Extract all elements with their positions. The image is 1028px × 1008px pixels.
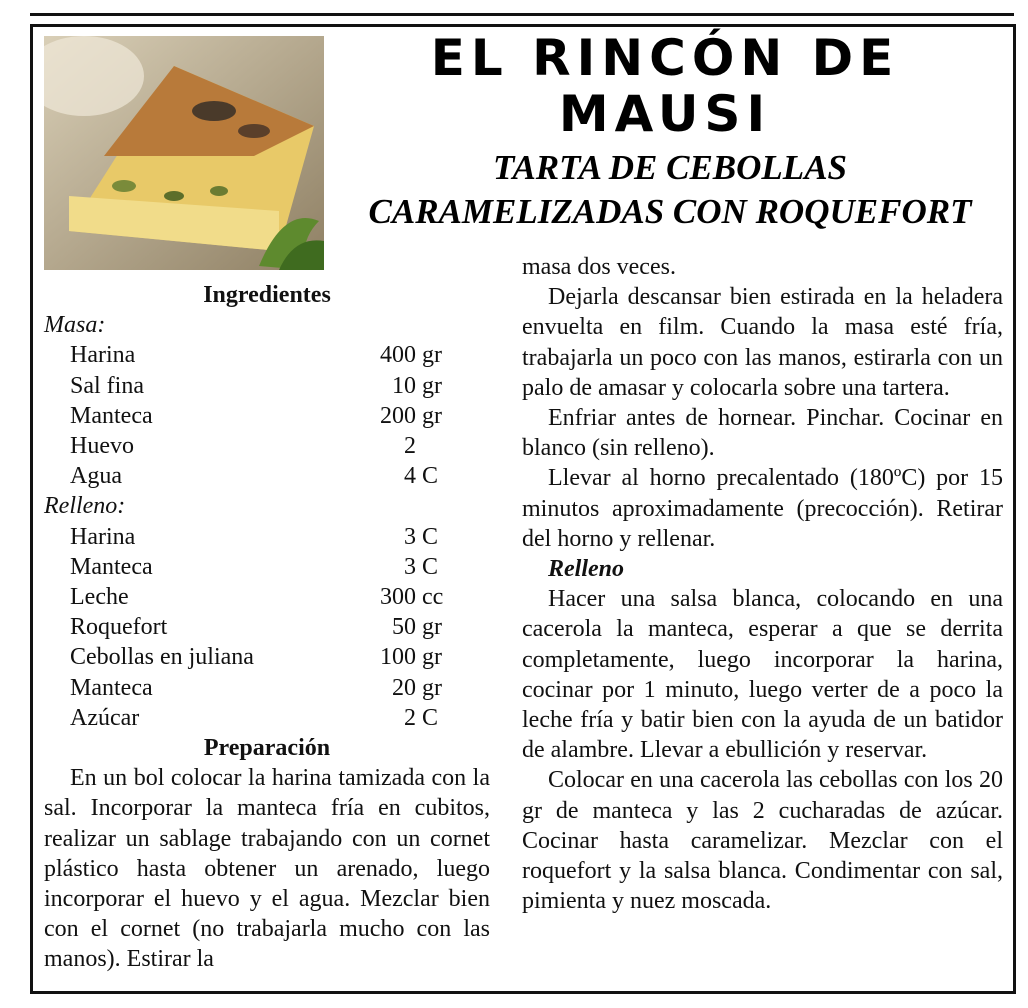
ingredient-amount: 2 — [404, 433, 416, 460]
ingredient-row — [44, 642, 490, 672]
ingredient-row — [44, 703, 490, 733]
preparation-paragraph: Llevar al horno precalentado (180ºC) por 15 minutos aproximadamente (precocción). Retirar del horno y rellenar. — [522, 465, 1003, 552]
ingredient-unit: gr — [422, 614, 442, 641]
masa-list — [44, 340, 490, 491]
ingredient-qty — [346, 371, 466, 401]
ingredient-row — [44, 673, 490, 703]
ingredient-row — [44, 522, 490, 552]
column-brand — [400, 30, 930, 142]
ingredient-unit — [416, 431, 422, 461]
ingredient-amount: 3 — [404, 523, 416, 550]
ingredient-name: Harina — [70, 523, 136, 550]
ingredient-row — [44, 340, 490, 370]
right-column — [522, 252, 1003, 916]
ingredient-amount: 300 — [380, 584, 416, 611]
ingredient-amount: 10 — [392, 372, 416, 399]
ingredient-amount: 3 — [404, 553, 416, 580]
preparation-paragraph: En un bol colocar la harina tamizada con la sal. Incorporar la manteca fría en cubitos, realizar un sablage trabajando con un cornet plástico hasta obtener un arenado, luego incorporar el huevo y el agua. Mezclar bien con el cornet (no trabajarla mucho con las manos). Estirar la — [44, 765, 490, 973]
ingredient-name: Manteca — [70, 402, 153, 429]
ingredient-row — [44, 461, 490, 491]
ingredient-qty — [346, 552, 466, 582]
preparation-heading: Preparación — [203, 735, 331, 762]
ingredient-amount: 100 — [380, 644, 416, 671]
ingredient-amount: 2 — [404, 704, 416, 731]
ingredient-name: Azúcar — [70, 704, 140, 731]
ingredient-name: Leche — [70, 584, 129, 611]
ingredient-unit: gr — [422, 372, 442, 399]
masa-label: Masa: — [44, 312, 106, 339]
ingredient-name: Cebollas en juliana — [70, 644, 254, 671]
ingredient-qty — [346, 431, 466, 461]
preparation-paragraph: Enfriar antes de hornear. Pinchar. Cocinar en blanco (sin relleno). — [522, 405, 1003, 462]
ingredient-amount: 200 — [380, 402, 416, 429]
relleno-heading: Relleno — [548, 556, 624, 583]
ingredient-qty — [346, 522, 466, 552]
ingredient-name: Harina — [70, 342, 136, 369]
ingredient-unit: cc — [422, 584, 444, 611]
ingredient-unit: gr — [422, 644, 442, 671]
left-column — [44, 280, 490, 975]
recipe-title-line-2: CARAMELIZADAS CON ROQUEFORT — [368, 192, 972, 231]
ingredient-row — [44, 582, 490, 612]
ingredient-row — [44, 612, 490, 642]
ingredient-unit: gr — [422, 342, 442, 369]
relleno-label: Relleno: — [44, 493, 126, 520]
relleno-paragraph: Hacer una salsa blanca, colocando en una cacerola la manteca, esperar a que se derrita completamente, luego incorporar la harina, cocinar por 1 minuto, luego verter de a poco la leche fría y batir bien con la ayuda de un batidor de alambre. Llevar a ebullición y reservar. — [522, 586, 1003, 764]
ingredient-unit: C — [422, 704, 439, 731]
ingredient-row — [44, 552, 490, 582]
brand-line-1: EL RINCÓN DE — [430, 29, 900, 87]
ingredient-amount: 50 — [392, 614, 416, 641]
ingredient-unit: C — [422, 523, 439, 550]
ingredient-unit: gr — [422, 674, 442, 701]
ingredient-name: Roquefort — [70, 614, 168, 641]
ingredient-qty — [346, 582, 466, 612]
ingredient-unit: gr — [422, 402, 442, 429]
ingredient-name: Manteca — [70, 553, 153, 580]
tart-photo — [44, 36, 324, 270]
tart-illustration — [44, 36, 324, 270]
ingredient-row — [44, 431, 490, 461]
ingredient-qty — [346, 673, 466, 703]
ingredient-amount: 400 — [380, 342, 416, 369]
relleno-paragraph: Colocar en una cacerola las cebollas con los 20 gr de manteca y las 2 cucharadas de azúcar. Cocinar hasta caramelizar. Mezclar con el roquefort y la salsa blanca. Condimentar con sal, pimienta y nuez moscada. — [522, 767, 1003, 915]
ingredient-row — [44, 371, 490, 401]
ingredients-heading: Ingredientes — [203, 282, 331, 308]
ingredient-unit: C — [422, 463, 439, 490]
recipe-title — [340, 146, 1000, 234]
top-rule — [30, 13, 1014, 16]
ingredient-unit: C — [422, 553, 439, 580]
ingredient-qty — [346, 612, 466, 642]
recipe-title-line-1: TARTA DE CEBOLLAS — [493, 148, 847, 187]
preparation-paragraph: Dejarla descansar bien estirada en la heladera envuelta en film. Cuando la masa esté fría, trabajarla un poco con las manos, estirarla con un palo de amasar y colocarla sobre una tartera. — [522, 284, 1003, 401]
ingredient-name: Manteca — [70, 674, 153, 701]
ingredient-qty — [346, 461, 466, 491]
ingredient-qty — [346, 401, 466, 431]
brand-line-2: MAUSI — [558, 85, 772, 143]
ingredient-name: Sal fina — [70, 372, 144, 399]
ingredient-amount: 4 — [404, 463, 416, 490]
ingredient-qty — [346, 642, 466, 672]
ingredient-amount: 20 — [392, 674, 416, 701]
ingredient-row — [44, 401, 490, 431]
ingredient-name: Agua — [70, 463, 122, 490]
ingredient-qty — [346, 703, 466, 733]
preparation-continuation: masa dos veces. — [522, 254, 676, 280]
ingredient-name: Huevo — [70, 433, 134, 460]
ingredient-qty — [346, 340, 466, 370]
relleno-list — [44, 522, 490, 733]
